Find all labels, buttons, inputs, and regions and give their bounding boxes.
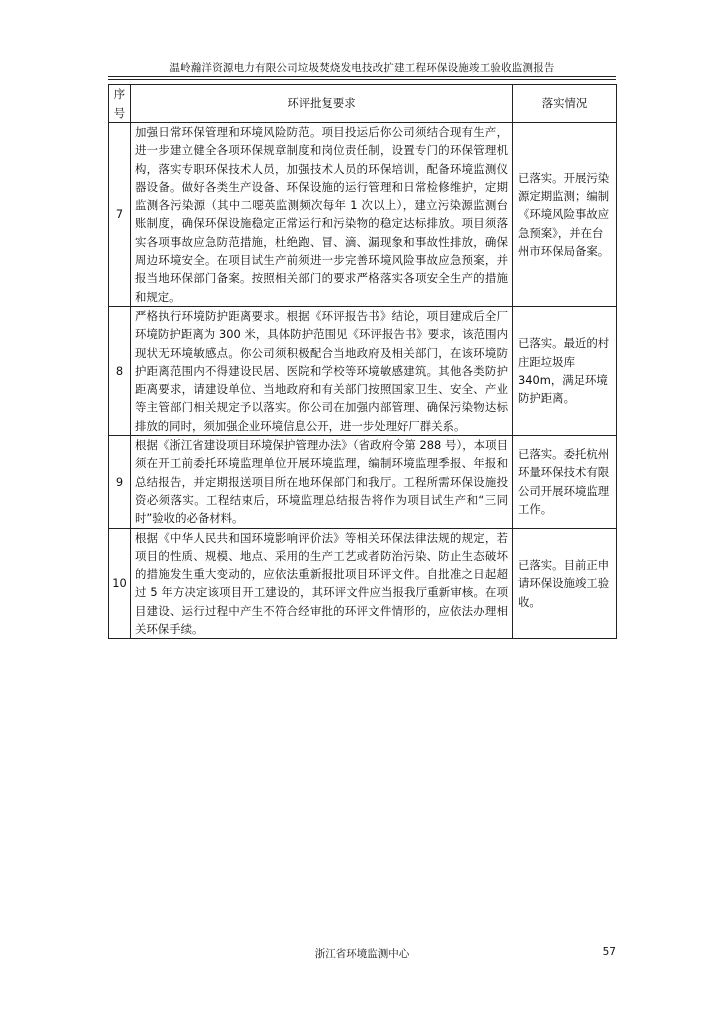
table-row <box>109 306 617 435</box>
row-status: 已落实。委托杭州环量环保技术有限公司开展环境监理工作。 <box>513 436 617 528</box>
footer-organization: 浙江省环境监测中心 <box>314 948 410 960</box>
row-number: 10 <box>109 528 131 639</box>
page-header: 温岭瀚洋资源电力有限公司垃圾焚烧发电技改扩建工程环保设施竣工验收监测报告 <box>169 62 555 74</box>
row-requirement: 根据《浙江省建设项目环境保护管理办法》（省政府令第 288 号），本项目须在开工前委托环境监理单位开展环境监理，编制环境监理季报、年报和总结报告，并定期报送项目所在地环保部门和我厅。工程所需环保设施投资必须落实。工程结束后，环境监理总结报告将作为项目试生产和“三同时”验收的必备材料。 <box>131 436 513 528</box>
header-rule <box>108 76 616 80</box>
table-row <box>109 123 617 307</box>
row-requirement: 加强日常环保管理和环境风险防范。项目投运后你公司须结合现有生产，进一步建立健全各项环保规章制度和岗位责任制，设置专门的环保管理机构，落实专职环保技术人员，加强技术人员的环保培训，配备环境监测仪器设备。做好各类生产设备、环保设施的运行管理和日常检修维护，定期监测各污染源（其中二噁英监测频次每年 1 次以上），建立污染源监测台账制度，确保环保设施稳定正常运行和污染物的稳定达标排放。项目须落实各项事故应急防范措施，杜绝跑、冒、滴、漏现象和事故性排放，确保周边环境安全。在项目试生产前须进一步完善环境风险事故应急预案，并报当地环保部门备案。按照相关部门的要求严格落实各项安全生产的措施和规定。 <box>131 123 513 307</box>
row-requirement: 严格执行环境防护距离要求。根据《环评报告书》结论，项目建成后全厂环境防护距离为 300 米，具体防护范围见《环评报告书》要求，该范围内现状无环境敏感点。你公司须积极配合当地政府及相关部门，在该环境防护距离范围内不得建设民居、医院和学校等环境敏感建筑。其他各类防护距离要求，请建设单位、当地政府和有关部门按照国家卫生、安全、产业等主管部门相关规定予以落实。你公司在加强内部管理、确保污染物达标排放的同时，须加强企业环境信息公开，进一步处理好厂群关系。 <box>131 306 513 435</box>
header-status: 落实情况 <box>513 85 617 123</box>
row-number: 7 <box>109 123 131 307</box>
row-requirement: 根据《中华人民共和国环境影响评价法》等相关环保法律法规的规定，若项目的性质、规模、地点、采用的生产工艺或者防治污染、防止生态破坏的措施发生重大变动的，应依法重新报批项目环评文件。自批准之日起超过 5 年方决定该项目开工建设的，其环评文件应当报我厅重新审核。在项目建设、运行过程中产生不符合经审批的环评文件情形的，应依法办理相关环保手续。 <box>131 528 513 639</box>
table-row <box>109 528 617 639</box>
header-no: 序号 <box>109 85 131 123</box>
header-requirement: 环评批复要求 <box>131 85 513 123</box>
table-row <box>109 436 617 528</box>
row-status: 已落实。目前正申请环保设施竣工验收。 <box>513 528 617 639</box>
table-header-row <box>109 85 617 123</box>
page-number: 57 <box>602 946 616 958</box>
row-number: 9 <box>109 436 131 528</box>
row-status: 已落实。最近的村庄距垃圾库 340m，满足环境防护距离。 <box>513 306 617 435</box>
row-number: 8 <box>109 306 131 435</box>
requirements-table <box>108 84 617 639</box>
row-status: 已落实。开展污染源定期监测；编制《环境风险事故应急预案》，并在台州市环保局备案。 <box>513 123 617 307</box>
